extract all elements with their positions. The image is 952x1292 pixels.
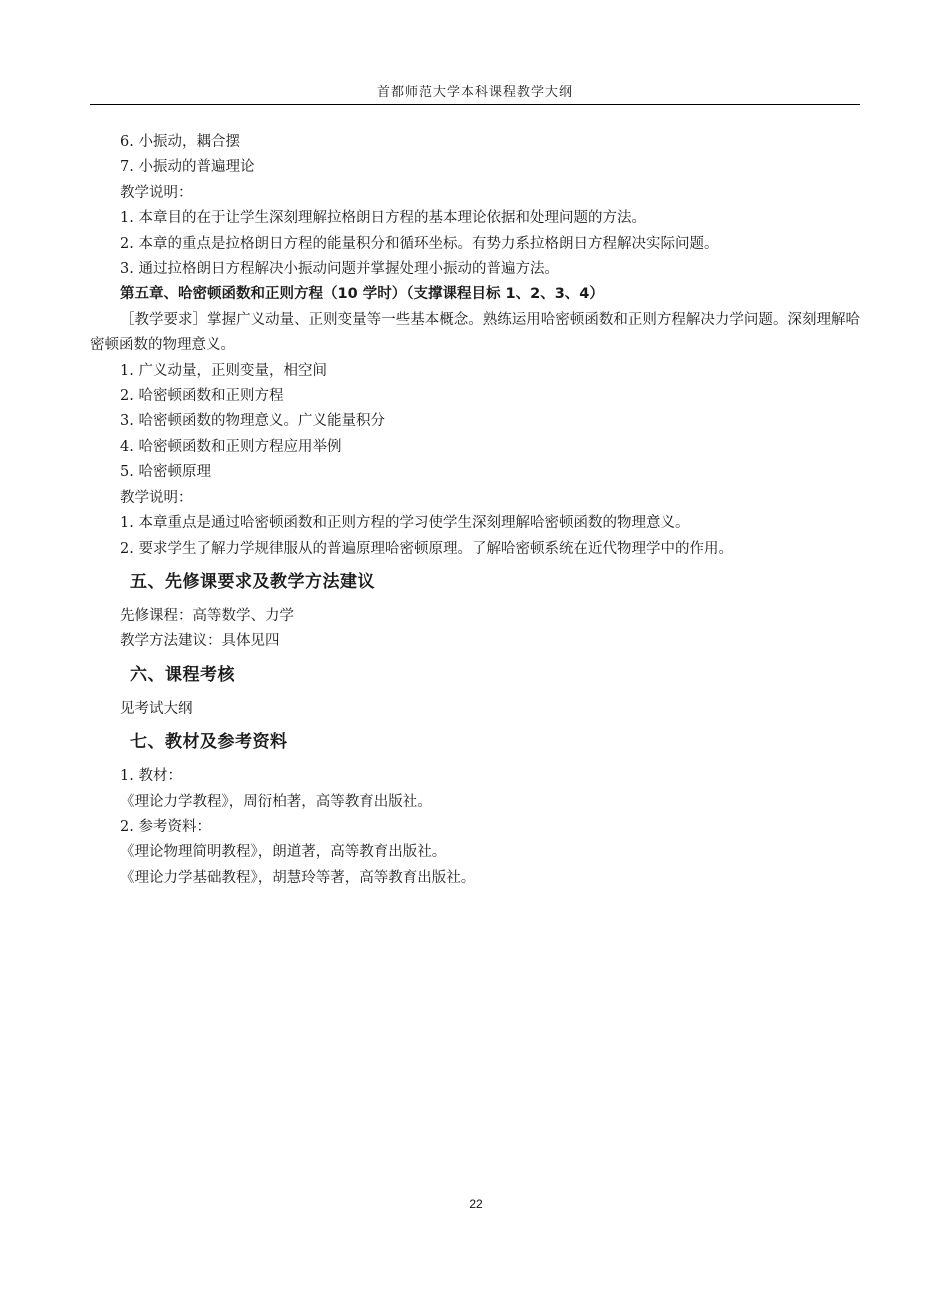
reference-item: 《理论物理简明教程》，朗道著，高等教育出版社。 <box>120 844 447 861</box>
note-item: 1. 本章重点是通过哈密顿函数和正则方程的学习使学生深刻理解哈密顿函数的物理意义。 <box>120 515 690 532</box>
section-prerequisites <box>90 570 860 655</box>
chapter4-tail <box>90 130 860 282</box>
notes-label: 教学说明： <box>120 489 193 506</box>
section-line: 先修课程：高等数学、力学 <box>120 607 294 624</box>
reference-item: 《理论力学基础教程》，胡慧玲等著，高等教育出版社。 <box>120 869 476 886</box>
note-item: 2. 要求学生了解力学规律服从的普遍原理哈密顿原理。了解哈密顿系统在近代物理学中的作用。 <box>120 540 733 557</box>
teaching-requirement: ［教学要求］掌握广义动量、正则变量等一些基本概念。熟练运用哈密顿函数和正则方程解决力学问题。深刻理解哈密顿函数的物理意义。 <box>90 311 860 354</box>
note-item: 2. 本章的重点是拉格朗日方程的能量积分和循环坐标。有势力系拉格朗日方程解决实际问题。 <box>120 235 719 252</box>
list-item: 5. 哈密顿原理 <box>120 464 211 481</box>
chapter5 <box>90 282 860 561</box>
reference-item: 《理论力学教程》，周衍柏著，高等教育出版社。 <box>120 793 432 810</box>
section-heading: 六、课程考核 <box>130 664 235 685</box>
section-line: 见考试大纲 <box>120 700 193 717</box>
notes-label: 教学说明： <box>120 184 193 201</box>
list-item: 4. 哈密顿函数和正则方程应用举例 <box>120 438 342 455</box>
chapter-heading: 第五章、哈密顿函数和正则方程（10 学时）（支撑课程目标 1、2、3、4） <box>120 286 604 303</box>
section-heading: 七、教材及参考资料 <box>130 732 288 753</box>
section-textbooks <box>90 730 860 891</box>
list-item: 2. 哈密顿函数和正则方程 <box>120 388 284 405</box>
section-assessment <box>90 663 860 722</box>
section-line: 教学方法建议：具体见四 <box>120 633 280 650</box>
section-heading: 五、先修课要求及教学方法建议 <box>130 571 375 592</box>
running-header-title: 首都师范大学本科课程教学大纲 <box>376 85 573 100</box>
list-item: 1. 广义动量，正则变量，相空间 <box>120 362 327 379</box>
header-rule <box>90 104 860 105</box>
list-item: 3. 哈密顿函数的物理意义。广义能量积分 <box>120 413 385 430</box>
document-body <box>90 130 860 891</box>
list-item: 7. 小振动的普遍理论 <box>120 159 255 176</box>
note-item: 1. 本章目的在于让学生深刻理解拉格朗日方程的基本理论依据和处理问题的方法。 <box>120 210 646 227</box>
page-number: 22 <box>469 1197 483 1211</box>
list-item: 6. 小振动，耦合摆 <box>120 134 240 150</box>
section-line: 2. 参考资料： <box>120 818 211 835</box>
note-item: 3. 通过拉格朗日方程解决小振动问题并掌握处理小振动的普遍方法。 <box>120 261 559 278</box>
section-line: 1. 教材： <box>120 768 182 785</box>
